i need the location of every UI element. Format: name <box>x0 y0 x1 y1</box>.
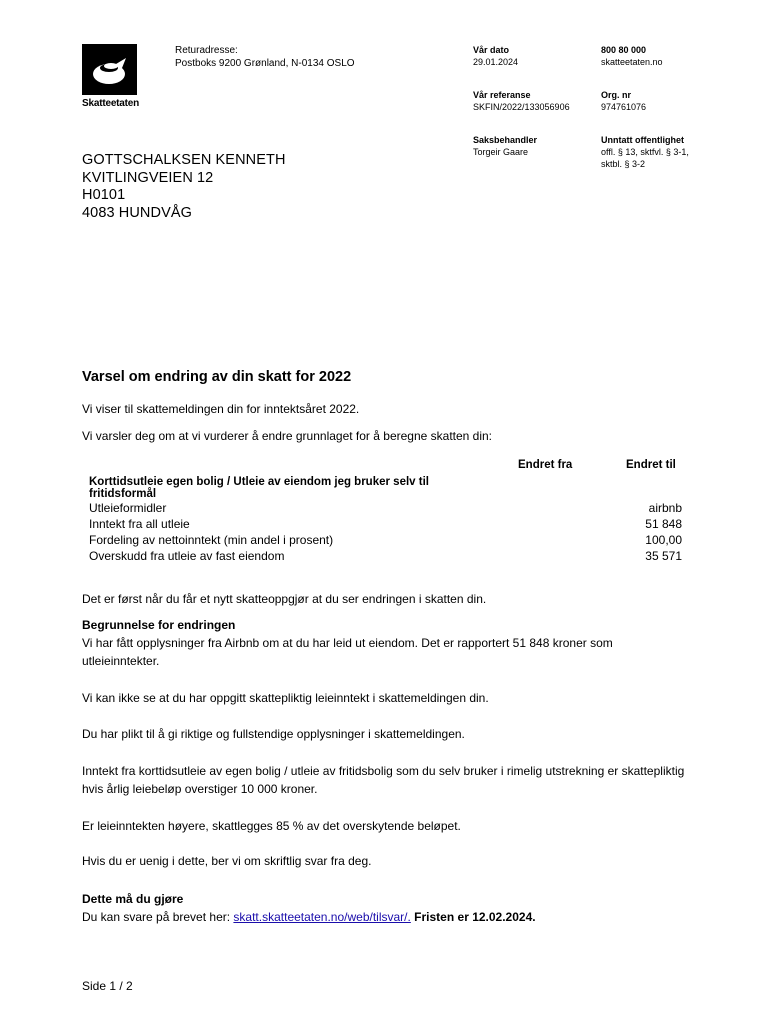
recipient-address <box>82 152 286 222</box>
row-label: Fordeling av nettoinntekt (min andel i prosent) <box>89 533 334 547</box>
reason4-line2: hvis årlig leiebeløp overstiger 10 000 kroner. <box>82 782 318 796</box>
row-value-to: 51 848 <box>645 517 682 531</box>
phone-label: 800 80 000 <box>601 45 647 55</box>
recipient-street: KVITLINGVEIEN 12 <box>82 169 214 186</box>
row-label: Inntekt fra all utleie <box>89 517 190 531</box>
row-value-to: 100,00 <box>645 533 682 547</box>
meta-phone <box>601 44 663 68</box>
meta-unntatt <box>601 134 689 170</box>
return-address <box>175 44 355 70</box>
reason-paragraph-1 <box>82 634 742 670</box>
meta-org-nr <box>601 89 646 113</box>
var-dato-value: 29.01.2024 <box>473 57 519 67</box>
reply-link[interactable]: skatt.skatteetaten.no/web/tilsvar/. <box>233 910 411 924</box>
reason1-line1: Vi har fått opplysninger fra Airbnb om at du har leid ut eiendom. Det er rapportert 51 848 kroner som <box>82 636 613 650</box>
var-referanse-label: Vår referanse <box>473 90 531 100</box>
column-header-endret-fra: Endret fra <box>518 459 573 471</box>
return-address-label: Returadresse: <box>175 45 238 56</box>
reason4-line1: Inntekt fra korttidsutleie av egen bolig / utleie av fritidsbolig som du selv bruker i rimelig utstrekning er skattepliktig <box>82 764 685 778</box>
skatteetaten-logo-icon <box>82 44 137 95</box>
recipient-city: 4083 HUNDVÅG <box>82 204 192 221</box>
page-title: Varsel om endring av din skatt for 2022 <box>82 369 352 385</box>
org-nr-value: 974761076 <box>601 102 647 112</box>
section-heading-line1: Korttidsutleie egen bolig / Utleie av eiendom jeg bruker selv til <box>89 476 429 488</box>
table-row <box>89 501 682 517</box>
saksbehandler-label: Saksbehandler <box>473 135 538 145</box>
phone-value: skatteetaten.no <box>601 57 663 67</box>
table-section-heading <box>89 476 509 500</box>
table-row <box>89 549 682 565</box>
recipient-name: GOTTSCHALKSEN KENNETH <box>82 152 286 168</box>
logo-wordmark: Skatteetaten <box>82 98 140 109</box>
row-label: Utleieformidler <box>89 501 167 515</box>
reason-heading: Begrunnelse for endringen <box>82 618 236 632</box>
row-value-to: airbnb <box>648 501 682 515</box>
recipient-unit: H0101 <box>82 187 126 203</box>
table-row <box>89 533 682 549</box>
section-heading-line2: fritidsformål <box>89 488 157 500</box>
deadline-text: Fristen er 12.02.2024. <box>410 910 536 924</box>
meta-saksbehandler <box>473 134 537 158</box>
unntatt-line2: sktbl. § 3-2 <box>601 159 646 169</box>
reason-paragraph-3: Du har plikt til å gi riktige og fullstendige opplysninger i skattemeldingen. <box>82 727 465 741</box>
page-number: Side 1 / 2 <box>82 979 133 993</box>
table-row <box>89 517 682 533</box>
reason-paragraph-4 <box>82 762 742 798</box>
action-heading: Dette må du gjøre <box>82 892 184 906</box>
unntatt-label: Unntatt offentlighet <box>601 135 684 145</box>
row-value-to: 35 571 <box>645 549 682 563</box>
intro-paragraph-2: Vi varsler deg om at vi vurderer å endre grunnlaget for å beregne skatten din: <box>82 429 493 443</box>
meta-var-dato <box>473 44 518 68</box>
paragraph-first: Det er først når du får et nytt skatteoppgjør at du ser endringen i skatten din. <box>82 592 487 606</box>
org-nr-label: Org. nr <box>601 90 632 100</box>
unntatt-line1: offl. § 13, sktfvl. § 3-1, <box>601 147 689 157</box>
skatteetaten-logo <box>82 44 140 109</box>
saksbehandler-value: Torgeir Gaare <box>473 147 529 157</box>
return-address-value: Postboks 9200 Grønland, N-0134 OSLO <box>175 58 355 69</box>
action-text: Du kan svare på brevet her: <box>82 910 234 924</box>
var-referanse-value: SKFIN/2022/133056906 <box>473 102 570 112</box>
var-dato-label: Vår dato <box>473 45 510 55</box>
reason-paragraph-6: Hvis du er uenig i dette, ber vi om skriftlig svar fra deg. <box>82 854 372 868</box>
row-label: Overskudd fra utleie av fast eiendom <box>89 549 285 563</box>
action-paragraph <box>82 908 742 926</box>
reason-paragraph-2: Vi kan ikke se at du har oppgitt skattepliktig leieinntekt i skattemeldingen din. <box>82 691 489 705</box>
column-header-endret-til: Endret til <box>626 459 676 471</box>
intro-paragraph-1: Vi viser til skattemeldingen din for inntektsåret 2022. <box>82 402 360 416</box>
reason1-line2: utleieinntekter. <box>82 654 160 668</box>
meta-var-referanse <box>473 89 570 113</box>
reason-paragraph-5: Er leieinntekten høyere, skattlegges 85 % av det overskytende beløpet. <box>82 819 461 833</box>
